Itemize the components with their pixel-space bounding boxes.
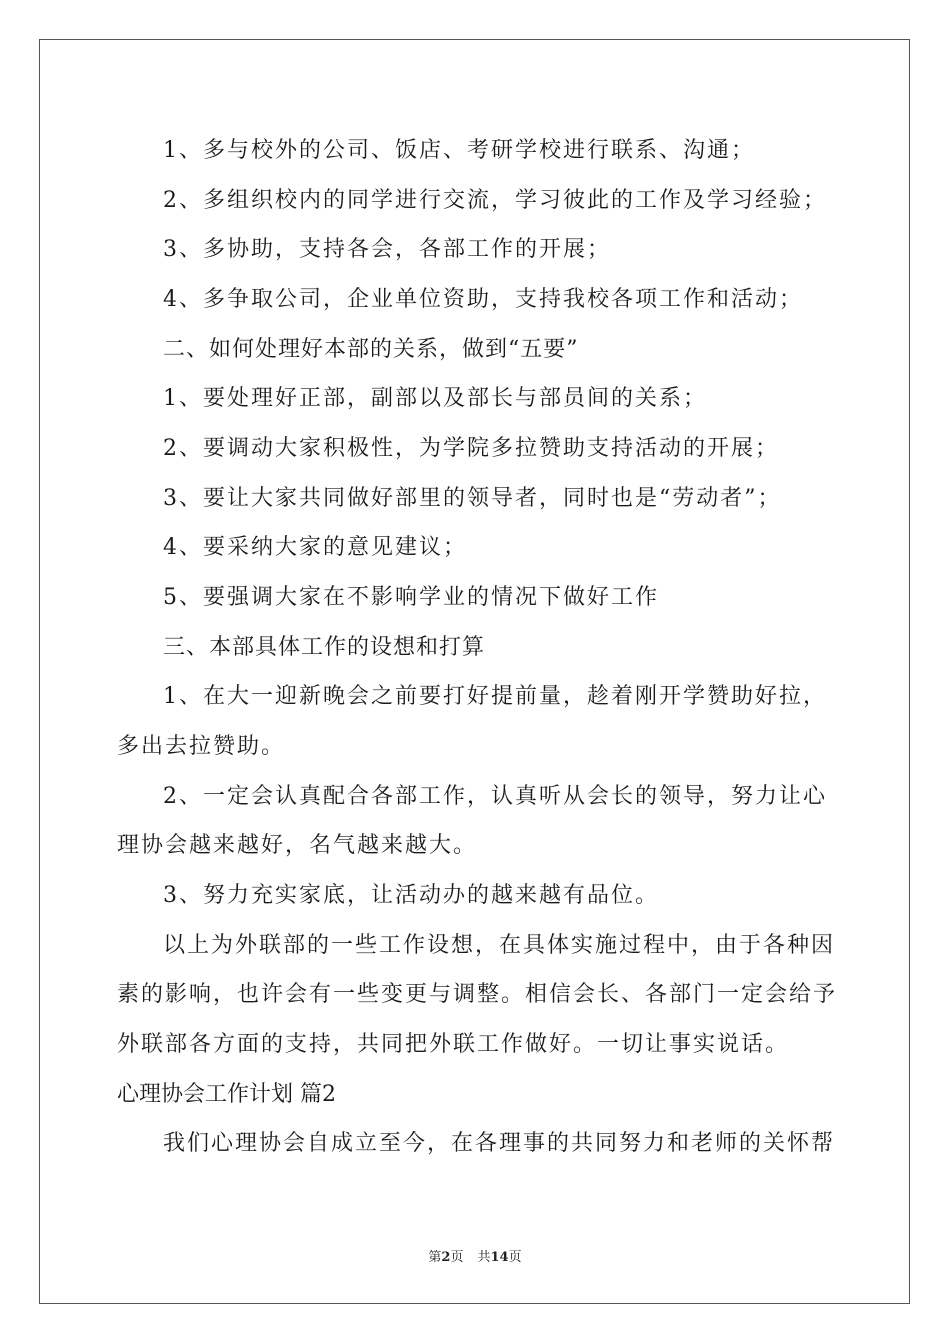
page-prefix: 第 — [428, 1250, 442, 1265]
paragraph-line: 素的影响，也许会有一些变更与调整。相信会长、各部门一定会给予 — [117, 982, 838, 1007]
list-item: 2、要调动大家积极性，为学院多拉赞助支持活动的开展； — [163, 436, 779, 461]
paragraph-line: 我们心理协会自成立至今，在各理事的共同努力和老师的关怀帮 — [163, 1131, 836, 1156]
page-footer — [0, 1246, 950, 1265]
section-heading: 二、如何处理好本部的关系，做到“五要” — [163, 337, 579, 362]
page-unit: 页 — [450, 1250, 464, 1265]
list-item: 3、要让大家共同做好部里的领导者，同时也是“劳动者”； — [163, 486, 782, 511]
list-item: 4、要采纳大家的意见建议； — [163, 535, 467, 560]
paragraph-line: 3、努力充实家底，让活动办的越来越有品位。 — [163, 883, 659, 908]
list-item: 5、要强调大家在不影响学业的情况下做好工作 — [163, 585, 659, 610]
page-border — [39, 39, 910, 1304]
paragraph-line: 2、一定会认真配合各部工作，认真听从会长的领导，努力让心 — [163, 784, 827, 809]
paragraph-line: 1、在大一迎新晚会之前要打好提前量，趁着刚开学赞助好拉， — [163, 684, 827, 709]
paragraph-line: 以上为外联部的一些工作设想，在具体实施过程中，由于各种因 — [163, 933, 836, 958]
total-unit: 页 — [508, 1250, 522, 1265]
paragraph-line: 理协会越来越好，名气越来越大。 — [117, 833, 478, 858]
article-title: 心理协会工作计划 篇2 — [117, 1082, 336, 1107]
total-pages: 14 — [490, 1250, 509, 1265]
list-item: 4、多争取公司，企业单位资助，支持我校各项工作和活动； — [163, 287, 803, 312]
list-item: 1、要处理好正部，副部以及部长与部员间的关系； — [163, 386, 707, 411]
section-heading: 三、本部具体工作的设想和打算 — [163, 635, 486, 660]
page-number: 2 — [441, 1250, 451, 1265]
list-item: 1、多与校外的公司、饭店、考研学校进行联系、沟通； — [163, 138, 755, 163]
list-item: 2、多组织校内的同学进行交流，学习彼此的工作及学习经验； — [163, 188, 827, 213]
total-prefix: 共 — [477, 1250, 491, 1265]
paragraph-line: 多出去拉赞助。 — [117, 734, 286, 759]
list-item: 3、多协助，支持各会，各部工作的开展； — [163, 237, 611, 262]
paragraph-line: 外联部各方面的支持，共同把外联工作做好。一切让事实说话。 — [117, 1032, 790, 1057]
